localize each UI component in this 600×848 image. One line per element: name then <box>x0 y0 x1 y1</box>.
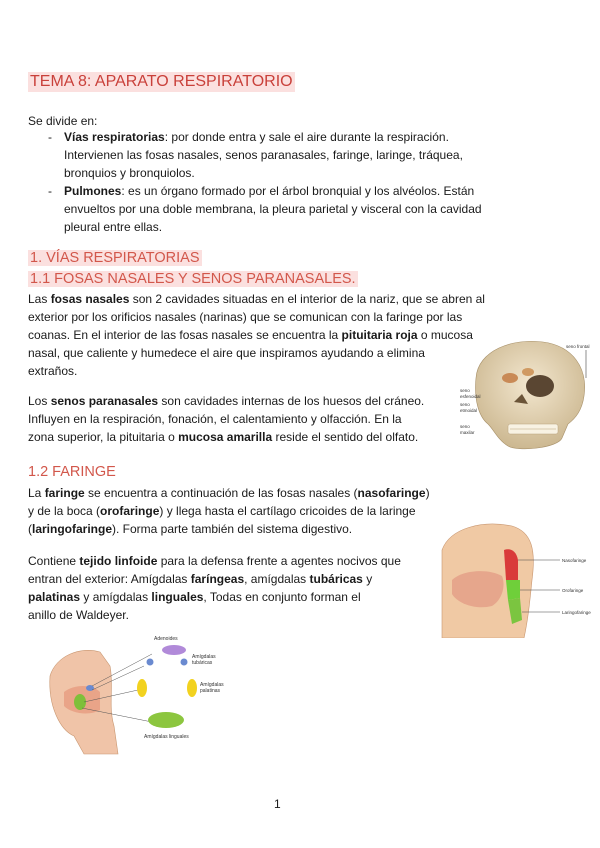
paragraph-senos: Los senos paranasales son cavidades internas de los huesos del cráneo. Influyen en la respiración, fonación, el calentamiento y olfacción. En la zona superior, la pituitaria o mucosa amarilla reside el sentido del olfato. <box>28 394 425 444</box>
bullet-text: : es un órgano formado por el árbol bronquial y los alvéolos. Están <box>121 184 475 198</box>
waldeyer-ring-illustration <box>44 626 250 756</box>
section-heading: 1. VÍAS RESPIRATORIAS <box>30 250 200 266</box>
bullet-item: - Pulmones: es un órgano formado por el árbol bronquial y los alvéolos. Están envueltos por una doble membrana, la pleura parietal y visceral con la cavidad pleural entre ellas. <box>48 182 528 236</box>
subsection-heading: 1.2 FARINGE <box>28 464 116 480</box>
paragraph-faringe: La faringe se encuentra a continuación de las fosas nasales (nasofaringe) y de la boca (orofaringe) y llega hasta el cartílago cricoides de la laringe (laringofaringe). Forma parte también del sistema digestivo. <box>28 486 430 536</box>
bullet-list <box>48 128 528 236</box>
page-title: TEMA 8: APARATO RESPIRATORIO <box>30 73 293 90</box>
tonsil-label: tubáricas <box>192 660 213 666</box>
skull-illustration <box>458 338 600 456</box>
subsection-heading: 1.1 FOSAS NASALES Y SENOS PARANASALES. <box>30 271 356 287</box>
intro-text: Se divide en: <box>28 114 98 128</box>
paragraph-linfoide: Contiene tejido linfoide para la defensa frente a agentes nocivos que entran del exterior: Amígdalas faríngeas, amígdalas tubáricas y palatinas y amígdalas linguales, Todas en conjunto forman el anillo de Waldeyer. <box>28 554 401 622</box>
pharynx-illustration <box>432 520 600 638</box>
tonsil-label: Amígdalas <box>192 654 216 660</box>
bullet-text: bronquios y bronquiolos. <box>64 166 195 180</box>
skull-label: maxilar <box>460 430 475 435</box>
bullet-text: envueltos por una doble membrana, la pleura parietal y visceral con la cavidad <box>64 202 482 216</box>
skull-label: esfenoidal <box>460 394 481 399</box>
skull-label: seno <box>460 424 470 429</box>
bullet-text: Intervienen las fosas nasales, senos paranasales, faringe, laringe, tráquea, <box>64 148 463 162</box>
paragraph-fosas: Las fosas nasales son 2 cavidades situadas en el interior de la nariz, que se abren al exterior por los orificios nasales (narinas) que se comunican con la faringe por las coanas. En el interior de las fosas nasales se encuentra la pituitaria roja o mucosa nasal, que caliente y humedece el aire que inspiramos ayudando a elimina extraños. <box>28 292 485 378</box>
bullet-item: - Vías respiratorias: por donde entra y sale el aire durante la respiración. Intervienen las fosas nasales, senos paranasales, faringe, laringe, tráquea, bronquios y bronquiolos. <box>48 128 528 182</box>
bullet-text: : por donde entra y sale el aire durante la respiración. <box>164 130 449 144</box>
skull-label: seno <box>460 402 470 407</box>
pharynx-label-laringo: Laringofaringe <box>562 610 591 615</box>
bullet-text: pleural entre ellas. <box>64 220 163 234</box>
skull-label: seno <box>460 388 470 393</box>
page-number: 1 <box>274 797 281 811</box>
bullet-term: Vías respiratorias <box>64 130 165 144</box>
bullet-term: Pulmones <box>64 184 122 198</box>
tonsil-label-linguales: Amígdalas linguales <box>144 734 189 740</box>
pharynx-label-naso: Nasofaringe <box>562 558 587 563</box>
tonsil-label: Amígdalas <box>200 682 224 688</box>
pharynx-label-oro: Orofaringe <box>562 588 584 593</box>
skull-label: etmoidal <box>460 408 478 413</box>
tonsil-label: palatinas <box>200 688 221 694</box>
tonsil-label-adenoides: Adenoides <box>154 636 178 642</box>
skull-label-frontal: seno frontal <box>566 344 590 349</box>
